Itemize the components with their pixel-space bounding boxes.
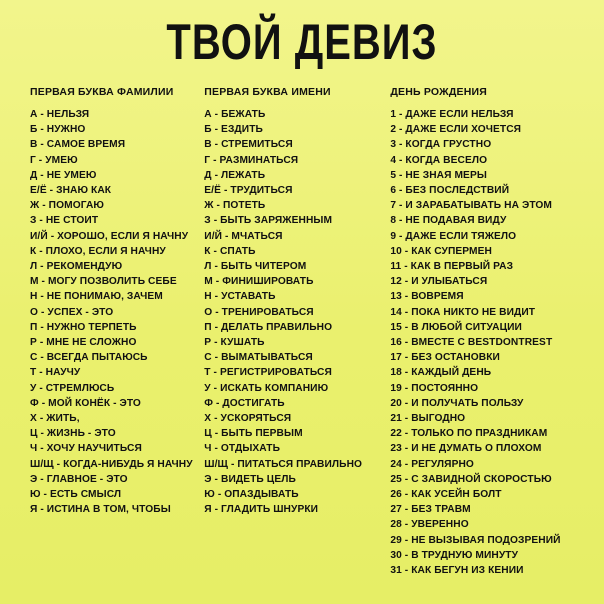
list-item: 17 - БЕЗ ОСТАНОВКИ xyxy=(390,352,500,364)
list-item: 7 - И ЗАРАБАТЫВАТЬ НА ЭТОМ xyxy=(390,200,553,212)
list-item: С - ВСЕГДА ПЫТАЮСЬ xyxy=(30,352,148,364)
list-item: З - НЕ СТОИТ xyxy=(30,215,99,227)
list-item: 31 - КАК БЕГУН ИЗ КЕНИИ xyxy=(390,565,524,577)
list-item: 6 - БЕЗ ПОСЛЕДСТВИЙ xyxy=(390,185,510,197)
list-item: З - БЫТЬ ЗАРЯЖЕННЫМ xyxy=(204,215,333,227)
list-item: 3 - КОГДА ГРУСТНО xyxy=(390,139,492,151)
page-title: ТВОЙ ДЕВИЗ xyxy=(166,15,438,70)
list-item: Ш/Щ - ПИТАТЬСЯ ПРАВИЛЬНО xyxy=(204,458,363,470)
list-item: 1 - ДАЖЕ ЕСЛИ НЕЛЬЗЯ xyxy=(390,109,514,120)
list-item: Ф - ДОСТИГАТЬ xyxy=(204,397,285,409)
list-item: 26 - КАК УСЕЙН БОЛТ xyxy=(390,489,502,501)
list-item: 2 - ДАЖЕ ЕСЛИ ХОЧЕТСЯ xyxy=(390,124,522,136)
list-item: У - СТРЕМЛЮСЬ xyxy=(30,382,115,394)
list-item: 22 - ТОЛЬКО ПО ПРАЗДНИКАМ xyxy=(390,428,548,440)
list-item: Р - МНЕ НЕ СЛОЖНО xyxy=(30,337,137,349)
list-item: Н - НЕ ПОНИМАЮ, ЗАЧЕМ xyxy=(30,291,163,303)
list-item: 29 - НЕ ВЫЗЫВАЯ ПОДОЗРЕНИЙ xyxy=(390,534,561,546)
list-item: Ш/Щ - КОГДА-НИБУДЬ Я НАЧНУ xyxy=(30,458,193,470)
list-item: Е/Ё - ЗНАЮ КАК xyxy=(30,185,112,197)
list-birthday xyxy=(390,107,592,578)
list-item: 23 - И НЕ ДУМАТЬ О ПЛОХОМ xyxy=(390,443,542,455)
list-item: Б - ЕЗДИТЬ xyxy=(204,124,263,136)
list-item: Е/Ё - ТРУДИТЬСЯ xyxy=(204,185,293,197)
list-item: Ю - ОПАЗДЫВАТЬ xyxy=(204,489,299,501)
list-item: Т - РЕГИСТРИРОВАТЬСЯ xyxy=(204,367,332,379)
list-item: Ч - ХОЧУ НАУЧИТЬСЯ xyxy=(30,443,142,455)
list-item: 18 - КАЖДЫЙ ДЕНЬ xyxy=(390,367,492,379)
list-item: Б - НУЖНО xyxy=(30,124,86,136)
column-header-firstname: ПЕРВАЯ БУКВА ИМЕНИ xyxy=(204,86,331,98)
list-item: М - МОГУ ПОЗВОЛИТЬ СЕБЕ xyxy=(30,276,177,288)
list-item: Ю - ЕСТЬ СМЫСЛ xyxy=(30,489,122,501)
list-item: В - СТРЕМИТЬСЯ xyxy=(204,139,293,151)
list-item: 8 - НЕ ПОДАВАЯ ВИДУ xyxy=(390,215,507,227)
list-item: У - ИСКАТЬ КОМПАНИЮ xyxy=(204,382,329,394)
list-item: Я - ИСТИНА В ТОМ, ЧТОБЫ xyxy=(30,504,171,516)
column-firstname xyxy=(204,86,390,578)
list-item: О - ТРЕНИРОВАТЬСЯ xyxy=(204,306,314,318)
list-item: 4 - КОГДА ВЕСЕЛО xyxy=(390,154,488,166)
list-item: 14 - ПОКА НИКТО НЕ ВИДИТ xyxy=(390,306,536,318)
list-item: Р - КУШАТЬ xyxy=(204,337,265,349)
list-item: Ц - ЖИЗНЬ - ЭТО xyxy=(30,428,116,440)
list-item: Х - УСКОРЯТЬСЯ xyxy=(204,413,292,425)
list-item: С - ВЫМАТЫВАТЬСЯ xyxy=(204,352,313,364)
list-item: А - НЕЛЬЗЯ xyxy=(30,109,90,120)
list-item: Л - РЕКОМЕНДУЮ xyxy=(30,261,123,273)
list-item: Г - РАЗМИНАТЬСЯ xyxy=(204,154,299,166)
list-item: Ж - ПОМОГАЮ xyxy=(30,200,105,212)
list-item: Ч - ОТДЫХАТЬ xyxy=(204,443,281,455)
list-item: 20 - И ПОЛУЧАТЬ ПОЛЬЗУ xyxy=(390,397,524,409)
list-item: 30 - В ТРУДНУЮ МИНУТУ xyxy=(390,549,519,561)
list-item: 9 - ДАЖЕ ЕСЛИ ТЯЖЕЛО xyxy=(390,230,517,242)
list-item: Т - НАУЧУ xyxy=(30,367,81,379)
list-item: И/Й - МЧАТЬСЯ xyxy=(204,230,283,242)
list-surname xyxy=(30,107,204,517)
list-item: Ф - МОЙ КОНЁК - ЭТО xyxy=(30,397,141,409)
list-item: Д - НЕ УМЕЮ xyxy=(30,169,97,181)
list-item: 25 - С ЗАВИДНОЙ СКОРОСТЬЮ xyxy=(390,473,552,485)
list-item: К - СПАТЬ xyxy=(204,245,256,257)
list-item: 15 - В ЛЮБОЙ СИТУАЦИИ xyxy=(390,321,522,333)
list-item: Я - ГЛАДИТЬ ШНУРКИ xyxy=(204,504,319,516)
list-item: Х - ЖИТЬ, xyxy=(30,413,80,425)
list-item: О - УСПЕХ - ЭТО xyxy=(30,306,114,318)
list-item: 19 - ПОСТОЯННО xyxy=(390,382,479,394)
list-item: А - БЕЖАТЬ xyxy=(204,109,266,120)
list-item: Ц - БЫТЬ ПЕРВЫМ xyxy=(204,428,303,440)
list-item: П - ДЕЛАТЬ ПРАВИЛЬНО xyxy=(204,321,333,333)
list-item: 12 - И УЛЫБАТЬСЯ xyxy=(390,276,488,288)
list-item: Л - БЫТЬ ЧИТЕРОМ xyxy=(204,261,307,273)
list-item: Ж - ПОТЕТЬ xyxy=(204,200,266,212)
list-item: 28 - УВЕРЕННО xyxy=(390,519,469,531)
list-item: Д - ЛЕЖАТЬ xyxy=(204,169,266,181)
column-header-surname: ПЕРВАЯ БУКВА ФАМИЛИИ xyxy=(30,86,174,98)
list-item: 11 - КАК В ПЕРВЫЙ РАЗ xyxy=(390,261,514,273)
list-firstname xyxy=(204,107,390,517)
list-item: М - ФИНИШИРОВАТЬ xyxy=(204,276,314,288)
list-item: Э - ВИДЕТЬ ЦЕЛЬ xyxy=(204,473,296,485)
list-item: 10 - КАК СУПЕРМЕН xyxy=(390,245,492,257)
list-item: И/Й - ХОРОШО, ЕСЛИ Я НАЧНУ xyxy=(30,230,189,242)
list-item: Н - УСТАВАТЬ xyxy=(204,291,276,303)
list-item: П - НУЖНО ТЕРПЕТЬ xyxy=(30,321,137,333)
list-item: 5 - НЕ ЗНАЯ МЕРЫ xyxy=(390,169,487,181)
column-surname xyxy=(12,86,204,578)
column-header-birthday: ДЕНЬ РОЖДЕНИЯ xyxy=(390,86,487,98)
list-item: 21 - ВЫГОДНО xyxy=(390,413,466,425)
column-birthday xyxy=(390,86,592,578)
list-item: 24 - РЕГУЛЯРНО xyxy=(390,458,474,470)
columns-container xyxy=(0,60,604,578)
list-item: 13 - ВОВРЕМЯ xyxy=(390,291,464,303)
list-item: 27 - БЕЗ ТРАВМ xyxy=(390,504,471,516)
list-item: Э - ГЛАВНОЕ - ЭТО xyxy=(30,473,128,485)
list-item: Г - УМЕЮ xyxy=(30,154,78,166)
list-item: 16 - ВМЕСТЕ С BESTDONTREST xyxy=(390,337,553,349)
list-item: К - ПЛОХО, ЕСЛИ Я НАЧНУ xyxy=(30,245,166,257)
list-item: В - САМОЕ ВРЕМЯ xyxy=(30,139,126,151)
